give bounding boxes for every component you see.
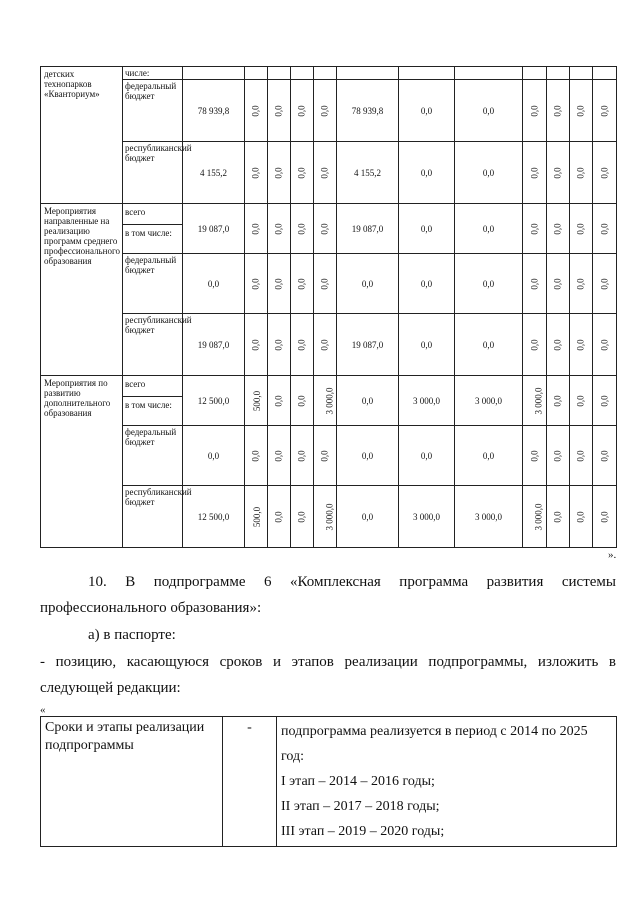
- table-cell: 0,0: [399, 426, 455, 486]
- source-label: в том числе:: [125, 228, 172, 238]
- table-cell: [547, 204, 570, 254]
- table-cell: [570, 142, 593, 204]
- table-cell: 0,0: [337, 254, 399, 314]
- table-cell: [547, 486, 570, 548]
- table-cell-text: 0,0: [599, 510, 610, 523]
- source-cell: [123, 204, 183, 254]
- table-cell: [268, 426, 291, 486]
- table-cell: 3 000,0: [455, 376, 523, 426]
- table-cell: [547, 67, 570, 80]
- table-cell-text: 0,0: [320, 166, 330, 179]
- table-cell-text: 3 000,0: [533, 503, 544, 530]
- table-cell: [593, 80, 617, 142]
- table-cell-text: 0,0: [529, 222, 540, 235]
- table-row: [41, 254, 617, 314]
- table-cell: 0,0: [455, 254, 523, 314]
- table-cell: [570, 426, 593, 486]
- table-cell-text: 500,0: [252, 390, 263, 411]
- table-cell: 0,0: [399, 80, 455, 142]
- table-cell: 19 087,0: [183, 314, 245, 376]
- table-cell: 3 000,0: [399, 486, 455, 548]
- table-cell: [523, 204, 547, 254]
- paragraph-b: - позицию, касающуюся сроков и этапов реализации подпрограммы, изложить в: [40, 654, 616, 670]
- table-cell-text: 0,0: [553, 222, 563, 235]
- table-cell-text: 0,0: [297, 222, 307, 235]
- table-cell: [268, 486, 291, 548]
- table-cell: [570, 314, 593, 376]
- table-cell: [547, 142, 570, 204]
- source-label: всего: [123, 376, 182, 397]
- table-cell: 0,0: [399, 142, 455, 204]
- table-cell: [268, 80, 291, 142]
- table-cell-text: 0,0: [320, 104, 330, 117]
- paragraph-10: 10. В подпрограмме 6 «Комплексная программа развития системы: [88, 574, 616, 590]
- table-cell: 0,0: [455, 204, 523, 254]
- table-cell: 12 500,0: [183, 376, 245, 426]
- table-cell: 4 155,2: [337, 142, 399, 204]
- table-cell-text: 0,0: [576, 166, 586, 179]
- table-cell-text: 0,0: [599, 104, 610, 117]
- table-cell: 12 500,0: [183, 486, 245, 548]
- source-label: всего: [123, 204, 182, 225]
- table-cell: [245, 254, 268, 314]
- table-cell: [314, 204, 337, 254]
- table-cell-text: 0,0: [529, 277, 540, 290]
- table-cell: 0,0: [455, 80, 523, 142]
- table-cell: [268, 142, 291, 204]
- table-cell: [570, 254, 593, 314]
- table-cell: республиканский бюджет: [123, 142, 183, 204]
- table-cell: [314, 376, 337, 426]
- table-cell-text: 0,0: [576, 394, 586, 407]
- table-cell: [291, 80, 314, 142]
- table-cell: [570, 80, 593, 142]
- table-cell: [593, 314, 617, 376]
- table-cell: [523, 67, 547, 80]
- table-cell-text: 0,0: [274, 510, 284, 523]
- table-cell: [523, 314, 547, 376]
- table-cell: [291, 314, 314, 376]
- table-cell: [291, 376, 314, 426]
- paragraph-10-cont: профессионального образования»:: [40, 600, 262, 616]
- table-cell: 19 087,0: [183, 204, 245, 254]
- table-row: [41, 426, 617, 486]
- table-cell-text: 0,0: [529, 166, 540, 179]
- table-cell: [268, 204, 291, 254]
- table-cell: [337, 67, 399, 80]
- passport-line: II этап – 2017 – 2018 годы;: [281, 799, 440, 814]
- passport-label: Сроки и этапы реализации подпрограммы: [41, 717, 223, 847]
- table-cell-text: 0,0: [297, 449, 307, 462]
- closing-quote: ».: [608, 549, 617, 561]
- table-cell: [291, 254, 314, 314]
- table-cell-text: 3 000,0: [324, 387, 335, 414]
- table-cell-text: 0,0: [274, 449, 284, 462]
- table-cell: 0,0: [455, 314, 523, 376]
- table-cell: [291, 486, 314, 548]
- passport-line: III этап – 2019 – 2020 годы;: [281, 824, 445, 839]
- table-cell: 0,0: [399, 204, 455, 254]
- table-cell: [593, 376, 617, 426]
- table-row: [41, 204, 617, 254]
- table-cell-text: 0,0: [297, 338, 307, 351]
- table-cell: [291, 142, 314, 204]
- table-cell-text: 0,0: [251, 277, 261, 290]
- table-cell: 78 939,8: [337, 80, 399, 142]
- table-cell: [183, 67, 245, 80]
- table-cell-text: 0,0: [553, 510, 563, 523]
- passport-row: [41, 717, 617, 847]
- table-cell-text: 3 000,0: [533, 387, 544, 414]
- table-cell-text: 0,0: [297, 277, 307, 290]
- table-cell: [399, 67, 455, 80]
- table-cell: [245, 80, 268, 142]
- passport-line: подпрограмма реализуется в период с 2014 по 2025 год:: [281, 724, 588, 764]
- table-cell-text: 0,0: [599, 277, 610, 290]
- table-row: [41, 80, 617, 142]
- table-cell: [547, 376, 570, 426]
- table-row: [41, 142, 617, 204]
- financing-table: [40, 66, 617, 548]
- table-cell: [268, 376, 291, 426]
- table-cell-text: 0,0: [297, 166, 307, 179]
- table-cell: [547, 80, 570, 142]
- table-cell: 0,0: [337, 426, 399, 486]
- table-cell: федеральный бюджет: [123, 254, 183, 314]
- table-cell-text: 0,0: [553, 104, 563, 117]
- table-cell: [268, 314, 291, 376]
- table-cell: [268, 67, 291, 80]
- table-row: [41, 314, 617, 376]
- table-row: [41, 67, 617, 80]
- table-cell: Мероприятия направленные на реализацию программ среднего профессионального образования: [41, 204, 123, 376]
- source-label: в том числе:: [125, 400, 172, 410]
- table-cell: числе:: [123, 67, 183, 80]
- table-cell: [245, 142, 268, 204]
- table-cell: [245, 426, 268, 486]
- passport-line: I этап – 2014 – 2016 годы;: [281, 774, 435, 789]
- table-cell: 78 939,8: [183, 80, 245, 142]
- table-cell: [523, 80, 547, 142]
- table-cell: [314, 142, 337, 204]
- table-cell-text: 0,0: [553, 338, 563, 351]
- table-cell-text: 0,0: [576, 222, 586, 235]
- table-cell-text: 500,0: [252, 506, 263, 527]
- table-cell-text: 0,0: [576, 449, 586, 462]
- paragraph-a: а) в паспорте:: [88, 627, 176, 643]
- table-cell: республиканский бюджет: [123, 314, 183, 376]
- table-row: [41, 486, 617, 548]
- table-cell: Мероприятия по развитию дополнительного образования: [41, 376, 123, 548]
- table-cell-text: 0,0: [576, 277, 586, 290]
- table-cell: [314, 314, 337, 376]
- table-cell-text: 0,0: [251, 166, 261, 179]
- table-cell: [314, 426, 337, 486]
- table-cell-text: 0,0: [320, 449, 330, 462]
- table-cell: 0,0: [183, 254, 245, 314]
- table-cell-text: 0,0: [320, 338, 330, 351]
- table-cell: 0,0: [337, 376, 399, 426]
- passport-table: [40, 716, 617, 847]
- table-cell-text: 0,0: [599, 449, 610, 462]
- table-cell: [547, 426, 570, 486]
- table-cell-text: 0,0: [274, 222, 284, 235]
- table-cell: [314, 254, 337, 314]
- table-cell: [523, 486, 547, 548]
- table-cell: детских технопарков «Кванториум»: [41, 67, 123, 204]
- table-cell: [291, 204, 314, 254]
- table-cell-text: 0,0: [251, 338, 261, 351]
- table-cell: [593, 67, 617, 80]
- table-cell-text: 0,0: [297, 394, 307, 407]
- table-cell: [314, 486, 337, 548]
- table-cell: [570, 67, 593, 80]
- table-cell-text: 0,0: [599, 338, 610, 351]
- table-cell: [547, 254, 570, 314]
- table-cell: 4 155,2: [183, 142, 245, 204]
- table-cell: [314, 80, 337, 142]
- table-cell: [593, 486, 617, 548]
- table-cell: 0,0: [399, 254, 455, 314]
- table-cell: [314, 67, 337, 80]
- table-cell-text: 0,0: [297, 104, 307, 117]
- table-cell-text: 0,0: [320, 277, 330, 290]
- table-cell-text: 0,0: [553, 394, 563, 407]
- table-cell: 0,0: [455, 426, 523, 486]
- table-cell: 0,0: [337, 486, 399, 548]
- table-cell-text: 0,0: [529, 338, 540, 351]
- table-cell: [245, 376, 268, 426]
- table-cell: 19 087,0: [337, 204, 399, 254]
- table-cell: [523, 376, 547, 426]
- table-cell: 0,0: [399, 314, 455, 376]
- table-cell-text: 0,0: [576, 338, 586, 351]
- table-cell: [570, 204, 593, 254]
- table-cell-text: 0,0: [320, 222, 330, 235]
- table-cell-text: 0,0: [553, 449, 563, 462]
- table-cell: [245, 314, 268, 376]
- table-cell-text: 0,0: [529, 449, 540, 462]
- table-cell: [523, 426, 547, 486]
- table-cell-text: 0,0: [274, 394, 284, 407]
- table-cell-text: 0,0: [553, 166, 563, 179]
- table-cell-text: 0,0: [251, 104, 261, 117]
- table-cell: [245, 204, 268, 254]
- table-cell-text: 0,0: [529, 104, 540, 117]
- table-cell: [245, 486, 268, 548]
- table-cell-text: 0,0: [251, 222, 261, 235]
- table-cell-text: 0,0: [274, 104, 284, 117]
- table-cell: [593, 254, 617, 314]
- table-cell-text: 0,0: [576, 510, 586, 523]
- table-cell: 0,0: [455, 142, 523, 204]
- table-cell: [570, 486, 593, 548]
- paragraph-b-cont: следующей редакции:: [40, 680, 181, 696]
- table-cell: [523, 142, 547, 204]
- table-cell: [523, 254, 547, 314]
- table-cell: 0,0: [183, 426, 245, 486]
- table-cell: [268, 254, 291, 314]
- table-cell: [291, 67, 314, 80]
- table-cell: [455, 67, 523, 80]
- table-cell-text: 0,0: [599, 166, 610, 179]
- table-cell: [593, 142, 617, 204]
- table-cell: 19 087,0: [337, 314, 399, 376]
- table-cell-text: 0,0: [274, 277, 284, 290]
- table-cell: [245, 67, 268, 80]
- table-cell: республиканский бюджет: [123, 486, 183, 548]
- table-cell-text: 0,0: [274, 166, 284, 179]
- passport-value: [277, 717, 617, 847]
- table-cell: федеральный бюджет: [123, 80, 183, 142]
- table-cell-text: 0,0: [553, 277, 563, 290]
- table-cell-text: 3 000,0: [324, 503, 335, 530]
- table-cell: [291, 426, 314, 486]
- table-cell: федеральный бюджет: [123, 426, 183, 486]
- table-cell: [570, 376, 593, 426]
- table-cell: 3 000,0: [399, 376, 455, 426]
- table-cell: [547, 314, 570, 376]
- table-cell-text: 0,0: [297, 510, 307, 523]
- table-cell: [593, 426, 617, 486]
- source-cell: [123, 376, 183, 426]
- table-cell-text: 0,0: [599, 222, 610, 235]
- table-cell-text: 0,0: [576, 104, 586, 117]
- passport-dash: -: [223, 717, 277, 847]
- table-cell-text: 0,0: [599, 394, 610, 407]
- table-row: [41, 376, 617, 426]
- opening-quote: «: [40, 704, 46, 716]
- table-cell: [593, 204, 617, 254]
- table-cell-text: 0,0: [251, 449, 261, 462]
- table-cell: 3 000,0: [455, 486, 523, 548]
- table-cell-text: 0,0: [274, 338, 284, 351]
